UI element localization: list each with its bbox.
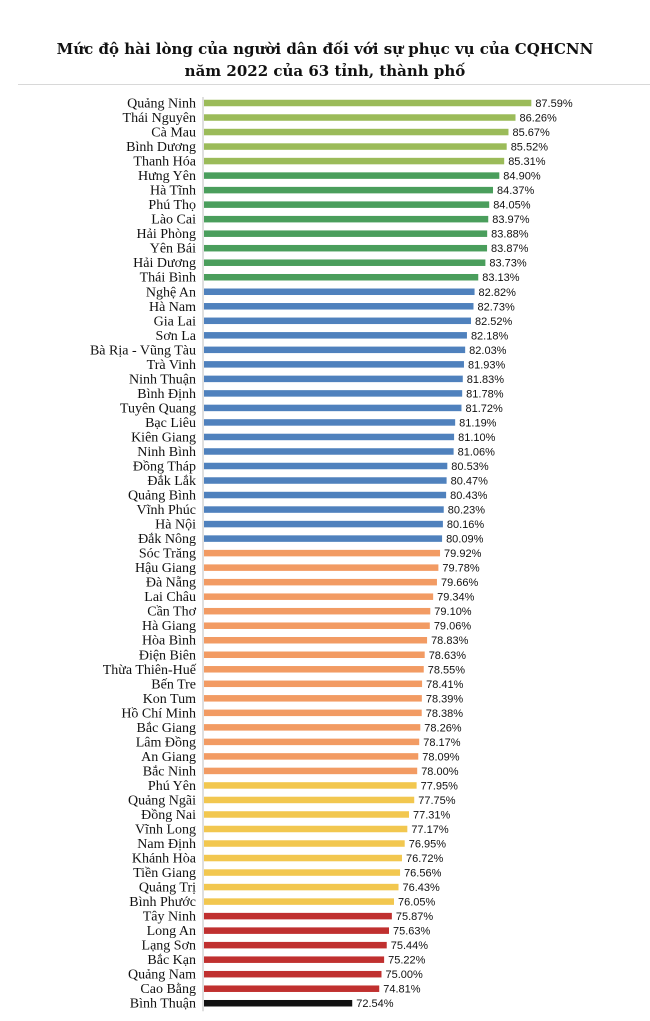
value-label: 76.95% [408, 838, 447, 851]
bar [204, 695, 422, 702]
category-label: Quảng Bình [127, 488, 196, 504]
category-label: Vĩnh Long [134, 822, 196, 838]
bar [204, 826, 407, 833]
bar [204, 376, 463, 383]
value-label: 78.39% [425, 693, 464, 706]
category-label: Đà Nẵng [145, 575, 196, 591]
category-label: Bắc Kạn [147, 953, 196, 969]
bar [204, 477, 447, 484]
value-label: 79.92% [444, 548, 482, 561]
bar [204, 652, 425, 659]
value-label: 78.41% [426, 678, 464, 691]
value-label: 80.53% [451, 461, 489, 473]
category-label: Hà Nội [155, 517, 196, 533]
bar [204, 419, 455, 426]
category-label: Cao Bằng [140, 982, 196, 998]
value-label: 83.13% [482, 272, 520, 285]
category-label: Kon Tum [142, 691, 196, 707]
category-label: Quảng Nam [127, 967, 196, 983]
category-label: Thừa Thiên-Huế [102, 662, 196, 678]
category-label: Bắc Ninh [142, 764, 196, 780]
value-label: 75.22% [388, 954, 426, 967]
value-label: 83.87% [491, 243, 529, 256]
category-label: Đắk Lắk [147, 474, 196, 490]
bar [204, 434, 454, 441]
bar [204, 579, 437, 586]
category-label: Hà Tĩnh [149, 183, 196, 199]
chart-subtitle: năm 2022 của 63 tỉnh, thành phố [184, 62, 466, 80]
category-label: Vĩnh Phúc [136, 503, 196, 519]
value-label: 85.52% [510, 141, 549, 154]
bar [204, 172, 499, 179]
category-label: Hòa Bình [141, 633, 196, 649]
bar [204, 492, 446, 499]
value-label: 77.31% [412, 809, 451, 822]
category-label: Hải Phòng [136, 227, 196, 243]
bar [204, 622, 430, 629]
value-label: 74.81% [383, 983, 421, 996]
bar [204, 332, 467, 339]
category-label: Sơn La [155, 328, 196, 344]
category-label: Hồ Chí Minh [121, 706, 196, 722]
bar [204, 811, 409, 818]
category-label: Sóc Trăng [138, 546, 196, 562]
category-label: Bình Thuận [129, 996, 196, 1012]
category-label: Ninh Thuận [128, 372, 196, 388]
bar [204, 593, 433, 600]
category-label: Trà Vinh [146, 357, 196, 373]
value-label: 82.82% [478, 286, 516, 299]
category-label: Bạc Liêu [145, 415, 196, 431]
value-label: 80.47% [450, 475, 488, 488]
bar [204, 681, 422, 688]
value-label: 78.26% [424, 722, 462, 735]
bar [204, 724, 420, 731]
bar [204, 506, 444, 513]
value-label: 72.54% [356, 998, 394, 1011]
value-label: 78.55% [427, 664, 466, 677]
bar [204, 898, 394, 905]
category-label: Quảng Ngãi [127, 793, 196, 809]
category-label: Phú Thọ [148, 198, 196, 214]
bar [204, 361, 464, 368]
value-label: 76.05% [397, 896, 436, 909]
bar [204, 230, 487, 237]
value-label: 84.37% [497, 185, 535, 198]
category-label: Nam Định [137, 837, 196, 853]
value-label: 75.44% [390, 940, 429, 953]
value-label: 80.09% [446, 533, 484, 546]
category-label: Cà Mau [151, 125, 196, 141]
category-label: Thanh Hóa [133, 154, 196, 170]
category-label: Long An [146, 924, 196, 940]
category-label: Tuyên Quang [119, 401, 196, 417]
value-label: 77.75% [418, 794, 456, 807]
value-label: 81.72% [465, 402, 503, 415]
bar [204, 187, 493, 194]
value-label: 76.56% [404, 867, 442, 880]
value-label: 78.83% [431, 635, 469, 648]
bar [204, 666, 424, 673]
value-label: 80.16% [446, 519, 485, 532]
value-label: 78.63% [428, 649, 467, 662]
category-label: Tây Ninh [142, 909, 196, 925]
bar [204, 710, 422, 717]
bar [204, 927, 389, 934]
bar [204, 289, 475, 296]
value-label: 79.66% [440, 577, 479, 590]
category-label: Ninh Bình [137, 444, 196, 460]
category-label: Lai Châu [144, 590, 196, 606]
bar [204, 303, 473, 310]
bar [204, 405, 461, 412]
bar [204, 114, 515, 121]
category-label: Quảng Ninh [127, 96, 196, 112]
category-label: Khánh Hòa [131, 851, 196, 867]
bar [204, 100, 531, 107]
category-label: Phú Yên [147, 778, 196, 794]
value-label: 76.72% [405, 853, 444, 866]
bar [204, 985, 379, 992]
value-label: 78.38% [425, 707, 464, 720]
value-label: 78.09% [422, 751, 460, 764]
bar [204, 347, 465, 354]
category-label: Hà Giang [141, 619, 196, 635]
value-label: 77.17% [411, 824, 449, 836]
bar [204, 463, 447, 470]
bar [204, 550, 440, 557]
category-label: Bắc Giang [136, 720, 196, 736]
category-label: Hà Nam [148, 299, 196, 315]
category-label: Lâm Đồng [135, 735, 196, 751]
category-label: Thái Bình [139, 270, 196, 286]
category-label: Đồng Nai [141, 807, 196, 823]
value-label: 83.73% [489, 257, 527, 270]
category-label: Gia Lai [153, 314, 196, 330]
bar [204, 535, 442, 542]
category-label: Cần Thơ [147, 604, 196, 620]
value-label: 82.73% [477, 301, 515, 314]
category-label: An Giang [141, 749, 196, 765]
value-label: 75.87% [395, 911, 434, 924]
bar [204, 274, 478, 281]
value-label: 81.78% [466, 388, 504, 401]
bar [204, 390, 462, 397]
value-label: 85.31% [508, 156, 546, 169]
category-label: Đắk Nông [138, 532, 196, 548]
bar [204, 855, 402, 862]
value-label: 84.05% [493, 199, 531, 212]
bar [204, 869, 400, 876]
bar [204, 259, 485, 266]
value-label: 79.10% [434, 606, 472, 619]
category-label: Thái Nguyên [122, 111, 196, 127]
value-label: 83.88% [491, 228, 529, 241]
bar [204, 564, 438, 571]
value-label: 85.67% [512, 127, 550, 140]
category-label: Bình Dương [126, 140, 196, 156]
value-label: 82.18% [470, 330, 509, 343]
bar [204, 448, 454, 455]
bar [204, 216, 488, 223]
category-label: Tiền Giang [133, 866, 196, 882]
bar [204, 840, 405, 847]
value-label: 79.34% [437, 591, 475, 604]
bar [204, 1000, 352, 1007]
value-label: 81.10% [458, 431, 496, 444]
value-label: 87.59% [535, 98, 573, 110]
value-label: 83.97% [492, 214, 530, 227]
value-label: 82.03% [469, 344, 507, 357]
value-label: 79.78% [442, 562, 480, 575]
category-label: Lào Cai [151, 212, 196, 228]
bar [204, 971, 382, 978]
value-label: 80.43% [450, 490, 488, 503]
category-label: Bình Định [137, 386, 196, 402]
category-label: Nghệ An [145, 285, 196, 301]
value-label: 75.00% [385, 969, 423, 982]
bar [204, 201, 489, 208]
value-label: 81.19% [459, 417, 497, 430]
category-label: Kiên Giang [131, 430, 196, 446]
value-label: 81.83% [466, 373, 505, 386]
category-label: Bình Phước [129, 895, 196, 911]
value-label: 78.00% [421, 765, 459, 778]
value-label: 79.06% [433, 620, 472, 633]
bar [204, 782, 417, 789]
bar [204, 608, 430, 615]
category-label: Đồng Tháp [132, 459, 196, 475]
category-label: Lạng Sơn [141, 938, 196, 954]
value-label: 81.93% [467, 359, 506, 372]
bar [204, 637, 427, 644]
bar [204, 797, 414, 804]
bar [204, 884, 399, 891]
category-label: Điện Biên [138, 648, 196, 664]
category-label: Bến Tre [151, 677, 196, 693]
bar [204, 753, 418, 760]
value-label: 77.95% [420, 780, 458, 793]
bar [204, 318, 471, 325]
value-label: 76.43% [402, 882, 440, 895]
value-label: 75.63% [392, 925, 431, 938]
bar [204, 143, 507, 150]
value-label: 78.17% [423, 736, 461, 749]
bar [204, 768, 417, 775]
category-label: Quảng Trị [138, 880, 196, 896]
category-label: Yên Bái [149, 241, 196, 257]
bar [204, 245, 487, 252]
value-label: 84.90% [503, 170, 541, 183]
bar [204, 739, 419, 746]
category-label: Hưng Yên [137, 169, 196, 185]
bar [204, 942, 387, 949]
bar [204, 956, 384, 963]
value-label: 86.26% [519, 112, 557, 125]
bar [204, 913, 392, 920]
value-label: 80.23% [447, 504, 486, 517]
category-label: Bà Rịa - Vũng Tàu [89, 343, 196, 359]
bar [204, 129, 508, 136]
value-label: 81.06% [457, 446, 495, 459]
bar [204, 521, 443, 528]
chart-title: Mức độ hài lòng của người dân đối với sự phục vụ của CQHCNN [56, 40, 594, 58]
category-label: Hải Dương [133, 256, 196, 272]
value-label: 82.52% [474, 315, 513, 328]
bar [204, 158, 504, 165]
category-label: Hậu Giang [134, 561, 196, 577]
